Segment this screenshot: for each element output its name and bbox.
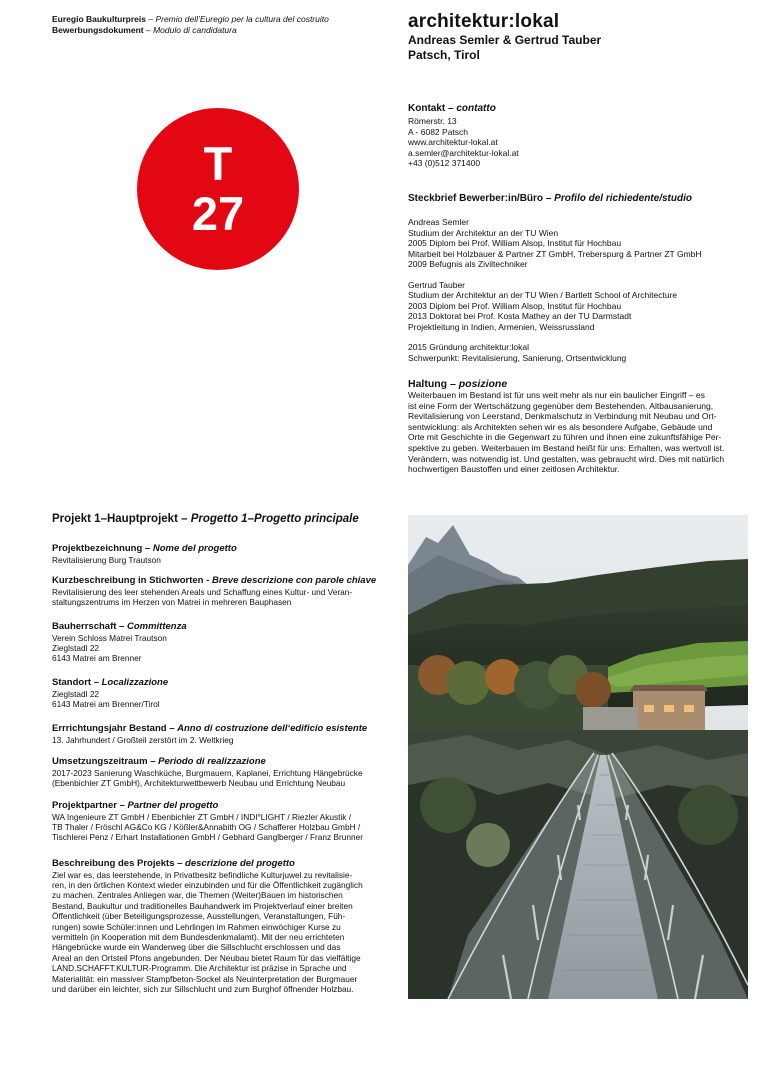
profile-person-1: Andreas Semler Studium der Architektur an der TU Wien 2005 Diplom bei Prof. William Alsop, Institut für Hochbau Mitarbeit bei Holzbauer & Partner ZT GmbH, Treberspurg & Partner ZT GmbH 2009 Befugnis als Ziviltechniker	[408, 217, 702, 269]
project-partners-block: Projektpartner – Partner del progetto WA Ingenieure ZT GmbH / Ebenbichler ZT GmbH / INDI°LIGHT / Riezler Akustik / TB Thaler / Fröschl AG&Co KG / Kößler&Annabith OG / Schafferer Holzbau GmbH / Tischlerei Penz / Erhart Installationen GmbH / Gebhard Ganglberger / Franz Brunner	[52, 800, 398, 843]
project-description-title: Beschreibung des Projekts – descrizione del progetto	[52, 858, 295, 869]
project-partners-title: Projektpartner – Partner del progetto	[52, 800, 219, 811]
header-line-1: Euregio Baukulturpreis – Premio dell’Euregio per la cultura del costruito	[52, 14, 329, 24]
project-short-title: Kurzbeschreibung in Stichworten - Breve descrizione con parole chiave	[52, 575, 377, 586]
header-left	[52, 14, 372, 36]
contact-street: Römerstr. 13	[408, 116, 457, 126]
project-heading: Projekt 1–Hauptprojekt – Progetto 1–Progetto principale	[52, 513, 359, 525]
header-line-2: Bewerbungsdokument – Modulo di candidatura	[52, 25, 237, 35]
profile-person-2: Gertrud Tauber Studium der Architektur an der TU Wien / Bartlett School of Architecture 2003 Diplom bei Prof. William Alsop, Institut für Hochbau 2013 Doktorat bei Prof. Kosta Mathey an der TU Darmstadt Projektleitung in Indien, Armenien, Weissrussland	[408, 279, 678, 332]
profile-office: 2015 Gründung architektur:lokal Schwerpunkt: Revitalisierung, Sanierung, Ortsentwicklung	[408, 342, 627, 363]
project-year-block: Errrichtungsjahr Bestand – Anno di costruzione dell‘edificio esistente 13. Jahrhundert / Großteil zerstört im 2. Weltkrieg	[52, 723, 398, 745]
project-name-title: Projektbezeichnung – Nome del progetto	[52, 543, 237, 554]
contact-phone: +43 (0)512 371400	[408, 158, 481, 168]
office-location: Patsch, Tirol	[408, 48, 480, 62]
badge-letter: T	[203, 137, 233, 190]
architect-names: Andreas Semler & Gertrud Tauber	[408, 33, 602, 47]
project-period-block: Umsetzungszeitraum – Periodo di realizzazione 2017-2023 Sanierung Waschküche, Burgmauern, Kaplanei, Errichtung Hängebrücke (Ebenbichler ZT GmbH), Architekturwettbewerb Neubau und Errichtung Neubau	[52, 756, 398, 788]
project-client-block: Bauherrschaft – Committenza Verein Schloss Matrei Trautson Zieglstadl 22 6143 Matrei am Brenner	[52, 621, 398, 664]
header-right	[408, 11, 748, 63]
contact-section	[408, 103, 752, 169]
contact-title: Kontakt – contatto	[408, 103, 496, 114]
project-client-title: Bauherrschaft – Committenza	[52, 621, 187, 632]
project-photo	[408, 515, 748, 999]
position-text: Weiterbauen im Bestand ist für uns weit mehr als nur ein baulicher Eingriff – es ist eine Form der Wertschätzung gegenüber dem Bestehenden. Altbausanierung, Revitalisierung von Leerstand, Denkmalschutz in Verbindung mit Neubau und Ort- sentwicklung: als Architekten sehen wir es als besondere Aufgabe, Gebäude und Orte mit Geschichte in die Gegenwart zu führen und ihnen eine zukunftsfähige Per- spektive zu geben. Weiterbauen im Bestand heißt für uns: Erhalten, was wertvoll ist. Verändern, was notwendig ist. Und gestalten, was gebraucht wird. Dies mit natürlich hochwertigen Baustoffen und einer zeitlosen Architektur.	[408, 390, 725, 475]
project-name-block	[52, 543, 398, 565]
contact-city: A - 6082 Patsch	[408, 126, 469, 137]
project-short-block: Kurzbeschreibung in Stichworten - Breve descrizione con parole chiave Revitalisierung des leer stehenden Areals und Schaffung eines Kultur- und Veran- staltungszentrums im Herzen von Matrei in mehreren Bauphasen	[52, 575, 398, 607]
profile-section	[408, 193, 752, 363]
profile-title: Steckbrief Bewerber:in/Büro – Profilo del richiedente/studio	[408, 193, 692, 204]
project-year-title: Errrichtungsjahr Bestand – Anno di costruzione dell‘edificio esistente	[52, 723, 368, 734]
project-period-title: Umsetzungszeitraum – Periodo di realizzazione	[52, 756, 266, 767]
contact-website[interactable]: www.architektur-lokal.at	[408, 137, 498, 147]
bridge-photo	[408, 515, 748, 999]
position-title: Haltung – posizione	[408, 378, 508, 390]
entry-badge	[137, 108, 299, 270]
contact-email[interactable]: a.semler@architektur-lokal.at	[408, 147, 519, 158]
project-site-title: Standort – Localizzazione	[52, 677, 169, 688]
project-name-text: Revitalisierung Burg Trautson	[52, 554, 161, 565]
position-section	[408, 378, 752, 475]
badge-number: 27	[191, 187, 245, 240]
project-site-block: Standort – Localizzazione Zieglstadl 22 6143 Matrei am Brenner/Tirol	[52, 677, 398, 709]
brand-name: architektur:lokal	[408, 11, 560, 32]
project-description-block: Beschreibung des Projekts – descrizione del progetto Ziel war es, das leerstehende, in Privatbesitz befindliche Kulturjuwel zu revitalisie- ren, in den örtlichen Kontext wieder einzubinden und für die Öffentlichkeit zugänglich zu machen. Zentrales Anliegen war, die Themen (Weiter)Bauen im historischen Bestand, Baukultur und traditionelles Bauhandwerk im Projektverlauf einer breiten Öffentlichkeit (über Beteiligungsprozesse, Ausstellungen, Veranstaltungen, Füh- rungen) sowie Schüler:innen und Lehrlingen im Rahmen einwöchiger Kurse zu vermitteln (in Kooperation mit dem Bundesdenkmalamt). Mit der neu errichteten Hängebrücke wurde ein Wanderweg über die Sillschlucht erschlossen und das Areal an den Ortsteil Pfons angebunden. Der Neubau bietet Raum für das vielfältige LAND.SCHAFFT.KULTUR-Programm. Die Architektur ist präzise in Sprache und Materialität: ein massiver Stampfbeton-Sockel als Neuinterpretation der Burgmauer und darüber ein leichter, sich zur Sillschlucht und zum Burghof öffnender Holzbau.	[52, 858, 398, 994]
